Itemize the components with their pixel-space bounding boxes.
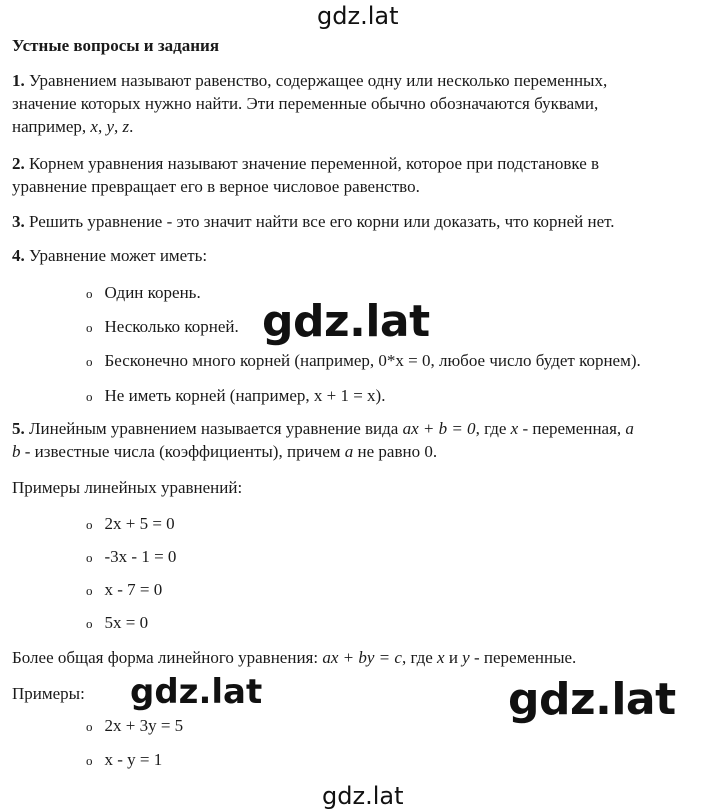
q4-item-text: Один корень. [104, 283, 201, 302]
q5-text-c: - переменная, [518, 419, 626, 438]
q3-text-1: Решить уравнение - это значит найти все его корни или доказать, что корней нет. [29, 212, 615, 231]
section-heading: Устные вопросы и задания [12, 36, 220, 55]
q5-text-b: , где [475, 419, 511, 438]
example2-item [86, 748, 162, 772]
example-item [86, 578, 162, 602]
q4-list-item [86, 315, 239, 339]
q2-line1 [12, 152, 599, 175]
q3-line1 [12, 210, 615, 233]
q5-var-a-2: a [344, 442, 354, 461]
examples-title: Примеры линейных уравнений: [12, 478, 243, 497]
example2-item [86, 714, 183, 738]
bullet-icon: o [86, 354, 93, 369]
example-text: 2x + 5 = 0 [104, 514, 175, 533]
q1-line2: значение которых нужно найти. Эти переменные обычно обозначаются буквами, [12, 94, 599, 113]
q1-period: . [129, 117, 134, 136]
q5-var-x: x [510, 419, 519, 438]
q2-text-1: Корнем уравнения называют значение переменной, которое при подстановке в [29, 154, 600, 173]
q1-line3 [12, 115, 133, 138]
q5-text-d: - известные числа (коэффициенты), причем [20, 442, 345, 461]
q4-line1 [12, 244, 207, 267]
q2-number: 2. [12, 154, 25, 173]
watermark-center: gdz.lat [262, 296, 430, 347]
q3-number: 3. [12, 212, 25, 231]
bullet-icon: o [86, 616, 93, 631]
watermark-mid-left: gdz.lat [130, 672, 263, 712]
q1-var-z: z [122, 117, 130, 136]
q1-text-1: Уравнением называют равенство, содержащее одну или несколько переменных, [29, 71, 608, 90]
q5-formula: ax + b = 0 [402, 419, 476, 438]
q4-text-1: Уравнение может иметь: [29, 246, 208, 265]
example2-text: x - y = 1 [104, 750, 163, 769]
q4-list-item [86, 281, 201, 305]
q5-line2 [12, 440, 437, 463]
general-text-a: Более общая форма линейного уравнения: [12, 648, 323, 667]
q4-item-text: Бесконечно много корней (например, 0*x = 0, любое число будет корнем). [104, 351, 641, 370]
q5-var-a: a [625, 419, 634, 438]
q5-var-b: b [12, 442, 21, 461]
bullet-icon: o [86, 719, 93, 734]
q1-comma-1: , [97, 117, 107, 136]
example-item [86, 545, 176, 569]
bullet-icon: o [86, 550, 93, 565]
example-text: -3x - 1 = 0 [104, 547, 177, 566]
example-text: 5x = 0 [104, 613, 149, 632]
example-item [86, 611, 148, 635]
q1-line1 [12, 69, 607, 92]
general-text-d: - переменные. [469, 648, 577, 667]
q4-number: 4. [12, 246, 25, 265]
watermark-top: gdz.lat [317, 2, 399, 30]
q1-var-x: x [90, 117, 98, 136]
example-text: x - 7 = 0 [104, 580, 163, 599]
example-item [86, 512, 175, 536]
bullet-icon: o [86, 389, 93, 404]
bullet-icon: o [86, 320, 93, 335]
q1-number: 1. [12, 71, 25, 90]
general-formula: ax + by = c [322, 648, 402, 667]
q4-list-item [86, 384, 385, 408]
general-text-b: , где [401, 648, 438, 667]
q2-line2: уравнение превращает его в верное числовое равенство. [12, 177, 420, 196]
q5-text-e: не равно 0. [353, 442, 438, 461]
examples2-title: Примеры: [12, 684, 85, 703]
bullet-icon: o [86, 286, 93, 301]
q1-line3-prefix: например, [12, 117, 91, 136]
q5-number: 5. [12, 419, 25, 438]
bullet-icon: o [86, 517, 93, 532]
q4-list-item [86, 349, 641, 373]
bullet-icon: o [86, 753, 93, 768]
q4-item-text: Не иметь корней (например, x + 1 = x). [104, 386, 386, 405]
general-var-x: x [437, 648, 445, 667]
bullet-icon: o [86, 583, 93, 598]
watermark-mid-right: gdz.lat [508, 674, 676, 725]
q4-item-text: Несколько корней. [104, 317, 239, 336]
watermark-bottom: gdz.lat [322, 782, 404, 810]
q1-comma-2: , [114, 117, 123, 136]
q1-var-y: y [106, 117, 115, 136]
q5-text-a: Линейным уравнением называется уравнение вида [29, 419, 403, 438]
example2-text: 2x + 3y = 5 [104, 716, 184, 735]
general-text-c: и [444, 648, 463, 667]
general-var-y: y [462, 648, 470, 667]
q5-line1 [12, 417, 634, 440]
general-form-line [12, 646, 576, 669]
